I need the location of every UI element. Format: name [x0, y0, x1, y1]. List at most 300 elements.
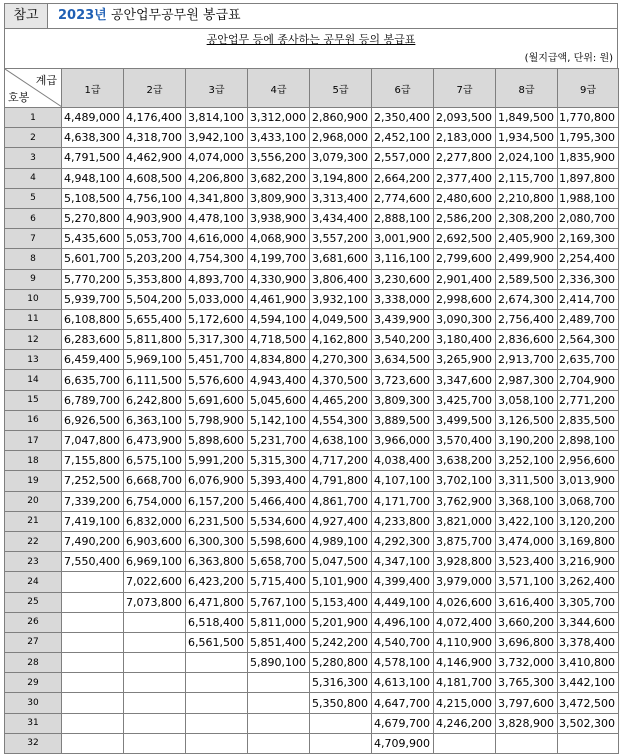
- salary-cell: 3,942,100: [186, 128, 248, 148]
- salary-cell: 4,709,900: [372, 733, 434, 753]
- salary-cell: [124, 693, 186, 713]
- step-cell: 1: [5, 108, 62, 128]
- grade-header: 5급: [310, 69, 372, 108]
- step-cell: 2: [5, 128, 62, 148]
- salary-cell: 7,022,600: [124, 572, 186, 592]
- salary-cell: 3,058,100: [496, 390, 558, 410]
- salary-cell: 5,466,400: [248, 491, 310, 511]
- salary-cell: [62, 673, 124, 693]
- salary-cell: 3,557,200: [310, 229, 372, 249]
- salary-cell: 2,564,300: [558, 330, 619, 350]
- salary-cell: 2,898,100: [558, 431, 619, 451]
- salary-cell: 3,499,500: [434, 410, 496, 430]
- salary-cell: 4,146,900: [434, 653, 496, 673]
- salary-cell: 3,126,500: [496, 410, 558, 430]
- salary-cell: 6,668,700: [124, 471, 186, 491]
- step-cell: 18: [5, 451, 62, 471]
- salary-cell: 2,998,600: [434, 289, 496, 309]
- corner-label-step: 호봉: [8, 91, 30, 104]
- salary-cell: 4,171,700: [372, 491, 434, 511]
- step-cell: 10: [5, 289, 62, 309]
- salary-cell: 2,277,800: [434, 148, 496, 168]
- table-row: [5, 733, 619, 753]
- table-row: [5, 592, 619, 612]
- salary-cell: 3,571,100: [496, 572, 558, 592]
- salary-cell: 2,774,600: [372, 188, 434, 208]
- salary-cell: 7,252,500: [62, 471, 124, 491]
- salary-cell: 3,702,100: [434, 471, 496, 491]
- table-row: [5, 653, 619, 673]
- salary-cell: 5,851,400: [248, 632, 310, 652]
- salary-cell: 4,292,300: [372, 531, 434, 551]
- salary-cell: 5,350,800: [310, 693, 372, 713]
- salary-cell: 4,199,700: [248, 249, 310, 269]
- salary-cell: 4,756,100: [124, 188, 186, 208]
- grade-header: 7급: [434, 69, 496, 108]
- salary-cell: 3,928,800: [434, 552, 496, 572]
- salary-cell: 3,378,400: [558, 632, 619, 652]
- table-row: [5, 612, 619, 632]
- grade-header: 1급: [62, 69, 124, 108]
- unit-note: (월지급액, 단위: 원): [524, 53, 613, 64]
- salary-cell: 4,462,900: [124, 148, 186, 168]
- salary-cell: 4,943,400: [248, 370, 310, 390]
- salary-cell: 2,308,200: [496, 208, 558, 228]
- salary-cell: 3,422,100: [496, 511, 558, 531]
- salary-cell: 5,969,100: [124, 350, 186, 370]
- salary-cell: [558, 733, 619, 753]
- salary-cell: 5,655,400: [124, 309, 186, 329]
- salary-cell: 5,770,200: [62, 269, 124, 289]
- salary-cell: 3,732,000: [496, 653, 558, 673]
- salary-cell: 7,550,400: [62, 552, 124, 572]
- salary-cell: 3,252,100: [496, 451, 558, 471]
- salary-cell: 6,363,800: [186, 552, 248, 572]
- salary-cell: 3,634,500: [372, 350, 434, 370]
- salary-cell: 2,210,800: [496, 188, 558, 208]
- salary-cell: 3,696,800: [496, 632, 558, 652]
- salary-cell: 2,771,200: [558, 390, 619, 410]
- salary-cell: 3,556,200: [248, 148, 310, 168]
- salary-cell: 4,181,700: [434, 673, 496, 693]
- salary-cell: 2,350,400: [372, 108, 434, 128]
- salary-cell: 6,283,600: [62, 330, 124, 350]
- title-year: 2023년: [58, 8, 107, 23]
- salary-cell: 5,798,900: [186, 410, 248, 430]
- salary-cell: 3,090,300: [434, 309, 496, 329]
- salary-cell: 2,024,100: [496, 148, 558, 168]
- salary-cell: 2,169,300: [558, 229, 619, 249]
- salary-cell: 4,107,100: [372, 471, 434, 491]
- salary-cell: 5,316,300: [310, 673, 372, 693]
- salary-cell: 5,242,200: [310, 632, 372, 652]
- salary-cell: 5,172,600: [186, 309, 248, 329]
- salary-cell: 6,561,500: [186, 632, 248, 652]
- salary-cell: [124, 653, 186, 673]
- salary-cell: 6,903,600: [124, 531, 186, 551]
- salary-cell: 4,927,400: [310, 511, 372, 531]
- salary-cell: 6,363,100: [124, 410, 186, 430]
- salary-cell: 5,353,800: [124, 269, 186, 289]
- document-title: [48, 4, 617, 28]
- table-body: [5, 108, 619, 754]
- salary-cell: [62, 653, 124, 673]
- salary-cell: 3,806,400: [310, 269, 372, 289]
- salary-cell: 4,540,700: [372, 632, 434, 652]
- salary-cell: 4,072,400: [434, 612, 496, 632]
- salary-cell: [248, 713, 310, 733]
- salary-cell: 3,311,500: [496, 471, 558, 491]
- salary-cell: 5,576,600: [186, 370, 248, 390]
- table-row: [5, 632, 619, 652]
- salary-cell: 5,053,700: [124, 229, 186, 249]
- salary-cell: 2,901,400: [434, 269, 496, 289]
- salary-cell: [124, 612, 186, 632]
- step-cell: 16: [5, 410, 62, 430]
- salary-cell: 2,987,300: [496, 370, 558, 390]
- title-text: 공안업무공무원 봉급표: [106, 8, 241, 23]
- grade-header: 8급: [496, 69, 558, 108]
- salary-cell: 4,679,700: [372, 713, 434, 733]
- salary-cell: 4,948,100: [62, 168, 124, 188]
- salary-cell: 1,835,900: [558, 148, 619, 168]
- salary-cell: 4,578,100: [372, 653, 434, 673]
- salary-cell: 3,797,600: [496, 693, 558, 713]
- salary-cell: 6,518,400: [186, 612, 248, 632]
- salary-cell: 4,608,500: [124, 168, 186, 188]
- salary-cell: 2,557,000: [372, 148, 434, 168]
- salary-cell: 5,231,700: [248, 431, 310, 451]
- salary-cell: [124, 713, 186, 733]
- salary-cell: 2,756,400: [496, 309, 558, 329]
- salary-cell: 4,049,500: [310, 309, 372, 329]
- salary-cell: 2,888,100: [372, 208, 434, 228]
- salary-cell: 5,691,600: [186, 390, 248, 410]
- step-cell: 29: [5, 673, 62, 693]
- salary-cell: 2,589,500: [496, 269, 558, 289]
- step-cell: 31: [5, 713, 62, 733]
- salary-cell: 5,047,500: [310, 552, 372, 572]
- salary-cell: 5,811,800: [124, 330, 186, 350]
- salary-cell: [310, 733, 372, 753]
- table-row: [5, 673, 619, 693]
- salary-cell: 4,246,200: [434, 713, 496, 733]
- salary-cell: 6,300,300: [186, 531, 248, 551]
- salary-cell: 5,108,500: [62, 188, 124, 208]
- salary-cell: 3,765,300: [496, 673, 558, 693]
- table-row: [5, 269, 619, 289]
- salary-cell: 3,312,000: [248, 108, 310, 128]
- salary-cell: 4,989,100: [310, 531, 372, 551]
- table-row: [5, 431, 619, 451]
- salary-cell: 3,638,200: [434, 451, 496, 471]
- table-row: [5, 713, 619, 733]
- table-row: [5, 552, 619, 572]
- salary-cell: 4,341,800: [186, 188, 248, 208]
- salary-cell: 4,638,100: [310, 431, 372, 451]
- grade-header: 2급: [124, 69, 186, 108]
- salary-cell: 5,991,200: [186, 451, 248, 471]
- salary-cell: 4,478,100: [186, 208, 248, 228]
- salary-cell: 3,410,800: [558, 653, 619, 673]
- salary-cell: 6,575,100: [124, 451, 186, 471]
- salary-cell: 3,433,100: [248, 128, 310, 148]
- salary-cell: 6,471,800: [186, 592, 248, 612]
- grade-header: 9급: [558, 69, 619, 108]
- salary-cell: 7,490,200: [62, 531, 124, 551]
- salary-cell: [186, 673, 248, 693]
- step-cell: 28: [5, 653, 62, 673]
- salary-cell: 4,074,000: [186, 148, 248, 168]
- salary-cell: 3,523,400: [496, 552, 558, 572]
- salary-cell: 5,280,800: [310, 653, 372, 673]
- salary-cell: 5,317,300: [186, 330, 248, 350]
- table-row: [5, 108, 619, 128]
- salary-cell: 3,979,000: [434, 572, 496, 592]
- salary-cell: 5,898,600: [186, 431, 248, 451]
- salary-cell: 3,875,700: [434, 531, 496, 551]
- salary-cell: 2,835,500: [558, 410, 619, 430]
- salary-cell: 5,890,100: [248, 653, 310, 673]
- salary-cell: 3,169,800: [558, 531, 619, 551]
- salary-cell: 2,586,200: [434, 208, 496, 228]
- salary-cell: 3,570,400: [434, 431, 496, 451]
- salary-cell: 4,554,300: [310, 410, 372, 430]
- unit-note-bar: [4, 50, 618, 68]
- salary-cell: 5,658,700: [248, 552, 310, 572]
- salary-cell: 4,110,900: [434, 632, 496, 652]
- grade-header: 6급: [372, 69, 434, 108]
- salary-cell: 3,265,900: [434, 350, 496, 370]
- table-row: [5, 128, 619, 148]
- salary-cell: 4,791,500: [62, 148, 124, 168]
- table-row: [5, 471, 619, 491]
- salary-cell: 4,465,200: [310, 390, 372, 410]
- salary-cell: 2,692,500: [434, 229, 496, 249]
- step-cell: 8: [5, 249, 62, 269]
- salary-cell: 3,262,400: [558, 572, 619, 592]
- salary-cell: 4,861,700: [310, 491, 372, 511]
- salary-cell: 3,120,200: [558, 511, 619, 531]
- salary-cell: 5,142,100: [248, 410, 310, 430]
- salary-cell: 2,093,500: [434, 108, 496, 128]
- table-row: [5, 410, 619, 430]
- salary-cell: 5,101,900: [310, 572, 372, 592]
- salary-cell: 6,473,900: [124, 431, 186, 451]
- salary-cell: 2,405,900: [496, 229, 558, 249]
- salary-cell: [186, 713, 248, 733]
- step-cell: 7: [5, 229, 62, 249]
- table-row: [5, 208, 619, 228]
- table-row: [5, 309, 619, 329]
- step-cell: 6: [5, 208, 62, 228]
- salary-cell: 2,836,600: [496, 330, 558, 350]
- salary-cell: 3,889,500: [372, 410, 434, 430]
- salary-cell: 4,834,800: [248, 350, 310, 370]
- salary-cell: 3,347,600: [434, 370, 496, 390]
- salary-cell: 2,635,700: [558, 350, 619, 370]
- subtitle-bar: [4, 28, 618, 50]
- salary-cell: 3,540,200: [372, 330, 434, 350]
- reference-tag: 참고: [5, 4, 48, 28]
- salary-cell: 4,718,500: [248, 330, 310, 350]
- salary-cell: 5,315,300: [248, 451, 310, 471]
- salary-cell: 4,330,900: [248, 269, 310, 289]
- salary-cell: 2,664,200: [372, 168, 434, 188]
- salary-cell: 5,715,400: [248, 572, 310, 592]
- salary-cell: 5,598,600: [248, 531, 310, 551]
- salary-cell: 7,339,200: [62, 491, 124, 511]
- salary-cell: 2,414,700: [558, 289, 619, 309]
- salary-cell: [186, 693, 248, 713]
- table-row: [5, 370, 619, 390]
- salary-cell: 3,230,600: [372, 269, 434, 289]
- salary-cell: [186, 653, 248, 673]
- step-cell: 4: [5, 168, 62, 188]
- salary-cell: 7,047,800: [62, 431, 124, 451]
- salary-cell: 4,270,300: [310, 350, 372, 370]
- salary-table-document: [4, 3, 618, 754]
- salary-cell: 3,313,400: [310, 188, 372, 208]
- salary-cell: [186, 733, 248, 753]
- step-cell: 23: [5, 552, 62, 572]
- table-row: [5, 148, 619, 168]
- salary-cell: 4,038,400: [372, 451, 434, 471]
- salary-cell: 1,795,300: [558, 128, 619, 148]
- salary-cell: 5,939,700: [62, 289, 124, 309]
- salary-cell: 5,270,800: [62, 208, 124, 228]
- salary-cell: [124, 733, 186, 753]
- salary-cell: 4,754,300: [186, 249, 248, 269]
- salary-cell: 6,231,500: [186, 511, 248, 531]
- salary-cell: [496, 733, 558, 753]
- salary-cell: 7,155,800: [62, 451, 124, 471]
- step-cell: 13: [5, 350, 62, 370]
- step-cell: 26: [5, 612, 62, 632]
- salary-cell: 4,215,000: [434, 693, 496, 713]
- salary-cell: 2,336,300: [558, 269, 619, 289]
- salary-cell: 2,968,000: [310, 128, 372, 148]
- salary-cell: 5,811,000: [248, 612, 310, 632]
- salary-cell: 3,434,400: [310, 208, 372, 228]
- salary-cell: 6,832,000: [124, 511, 186, 531]
- salary-cell: 4,370,500: [310, 370, 372, 390]
- salary-cell: 4,647,700: [372, 693, 434, 713]
- salary-cell: 3,932,100: [310, 289, 372, 309]
- step-cell: 30: [5, 693, 62, 713]
- salary-cell: 5,045,600: [248, 390, 310, 410]
- salary-cell: [62, 612, 124, 632]
- salary-cell: 5,203,200: [124, 249, 186, 269]
- salary-cell: 3,828,900: [496, 713, 558, 733]
- salary-cell: 5,033,000: [186, 289, 248, 309]
- salary-cell: 1,988,100: [558, 188, 619, 208]
- salary-cell: 4,613,100: [372, 673, 434, 693]
- salary-cell: 6,789,700: [62, 390, 124, 410]
- salary-cell: 5,435,600: [62, 229, 124, 249]
- salary-cell: 4,026,600: [434, 592, 496, 612]
- salary-cell: 3,425,700: [434, 390, 496, 410]
- salary-cell: 2,115,700: [496, 168, 558, 188]
- salary-cell: 1,770,800: [558, 108, 619, 128]
- salary-cell: 3,116,100: [372, 249, 434, 269]
- salary-cell: [248, 733, 310, 753]
- salary-cell: 3,068,700: [558, 491, 619, 511]
- salary-cell: [124, 632, 186, 652]
- salary-cell: 3,762,900: [434, 491, 496, 511]
- step-cell: 32: [5, 733, 62, 753]
- salary-cell: 3,013,900: [558, 471, 619, 491]
- salary-cell: [62, 693, 124, 713]
- salary-cell: 3,194,800: [310, 168, 372, 188]
- salary-cell: 2,799,600: [434, 249, 496, 269]
- salary-cell: 4,893,700: [186, 269, 248, 289]
- corner-header-cell: [5, 69, 62, 108]
- salary-cell: [62, 592, 124, 612]
- salary-cell: [62, 632, 124, 652]
- salary-cell: 4,233,800: [372, 511, 434, 531]
- salary-cell: 3,472,500: [558, 693, 619, 713]
- step-cell: 12: [5, 330, 62, 350]
- salary-cell: 4,461,900: [248, 289, 310, 309]
- salary-cell: 5,201,900: [310, 612, 372, 632]
- salary-cell: 3,966,000: [372, 431, 434, 451]
- table-row: [5, 491, 619, 511]
- salary-cell: [434, 733, 496, 753]
- salary-cell: [62, 733, 124, 753]
- title-bar: [4, 3, 618, 28]
- salary-cell: 1,849,500: [496, 108, 558, 128]
- table-row: [5, 693, 619, 713]
- salary-cell: 3,814,100: [186, 108, 248, 128]
- salary-cell: 5,504,200: [124, 289, 186, 309]
- salary-cell: 3,616,400: [496, 592, 558, 612]
- salary-cell: 3,001,900: [372, 229, 434, 249]
- step-cell: 11: [5, 309, 62, 329]
- salary-cell: 4,449,100: [372, 592, 434, 612]
- step-cell: 14: [5, 370, 62, 390]
- salary-cell: 3,474,000: [496, 531, 558, 551]
- salary-cell: [248, 673, 310, 693]
- salary-cell: 3,821,000: [434, 511, 496, 531]
- salary-cell: 2,254,400: [558, 249, 619, 269]
- salary-cell: 3,368,100: [496, 491, 558, 511]
- salary-cell: 4,399,400: [372, 572, 434, 592]
- salary-cell: 3,809,900: [248, 188, 310, 208]
- step-cell: 19: [5, 471, 62, 491]
- salary-cell: [310, 713, 372, 733]
- salary-cell: 4,496,100: [372, 612, 434, 632]
- table-row: [5, 350, 619, 370]
- salary-cell: 2,377,400: [434, 168, 496, 188]
- salary-cell: 6,423,200: [186, 572, 248, 592]
- step-cell: 20: [5, 491, 62, 511]
- salary-cell: 1,897,800: [558, 168, 619, 188]
- salary-cell: 4,162,800: [310, 330, 372, 350]
- salary-cell: 3,681,600: [310, 249, 372, 269]
- salary-cell: 4,318,700: [124, 128, 186, 148]
- table-subtitle: 공안업무 등에 종사하는 공무원 등의 봉급표: [206, 33, 416, 46]
- header-row: [5, 69, 619, 108]
- salary-cell: 2,913,700: [496, 350, 558, 370]
- salary-cell: 4,176,400: [124, 108, 186, 128]
- salary-cell: 3,502,300: [558, 713, 619, 733]
- step-cell: 17: [5, 431, 62, 451]
- salary-cell: 7,419,100: [62, 511, 124, 531]
- salary-cell: 3,190,200: [496, 431, 558, 451]
- salary-cell: 3,442,100: [558, 673, 619, 693]
- salary-cell: 3,079,300: [310, 148, 372, 168]
